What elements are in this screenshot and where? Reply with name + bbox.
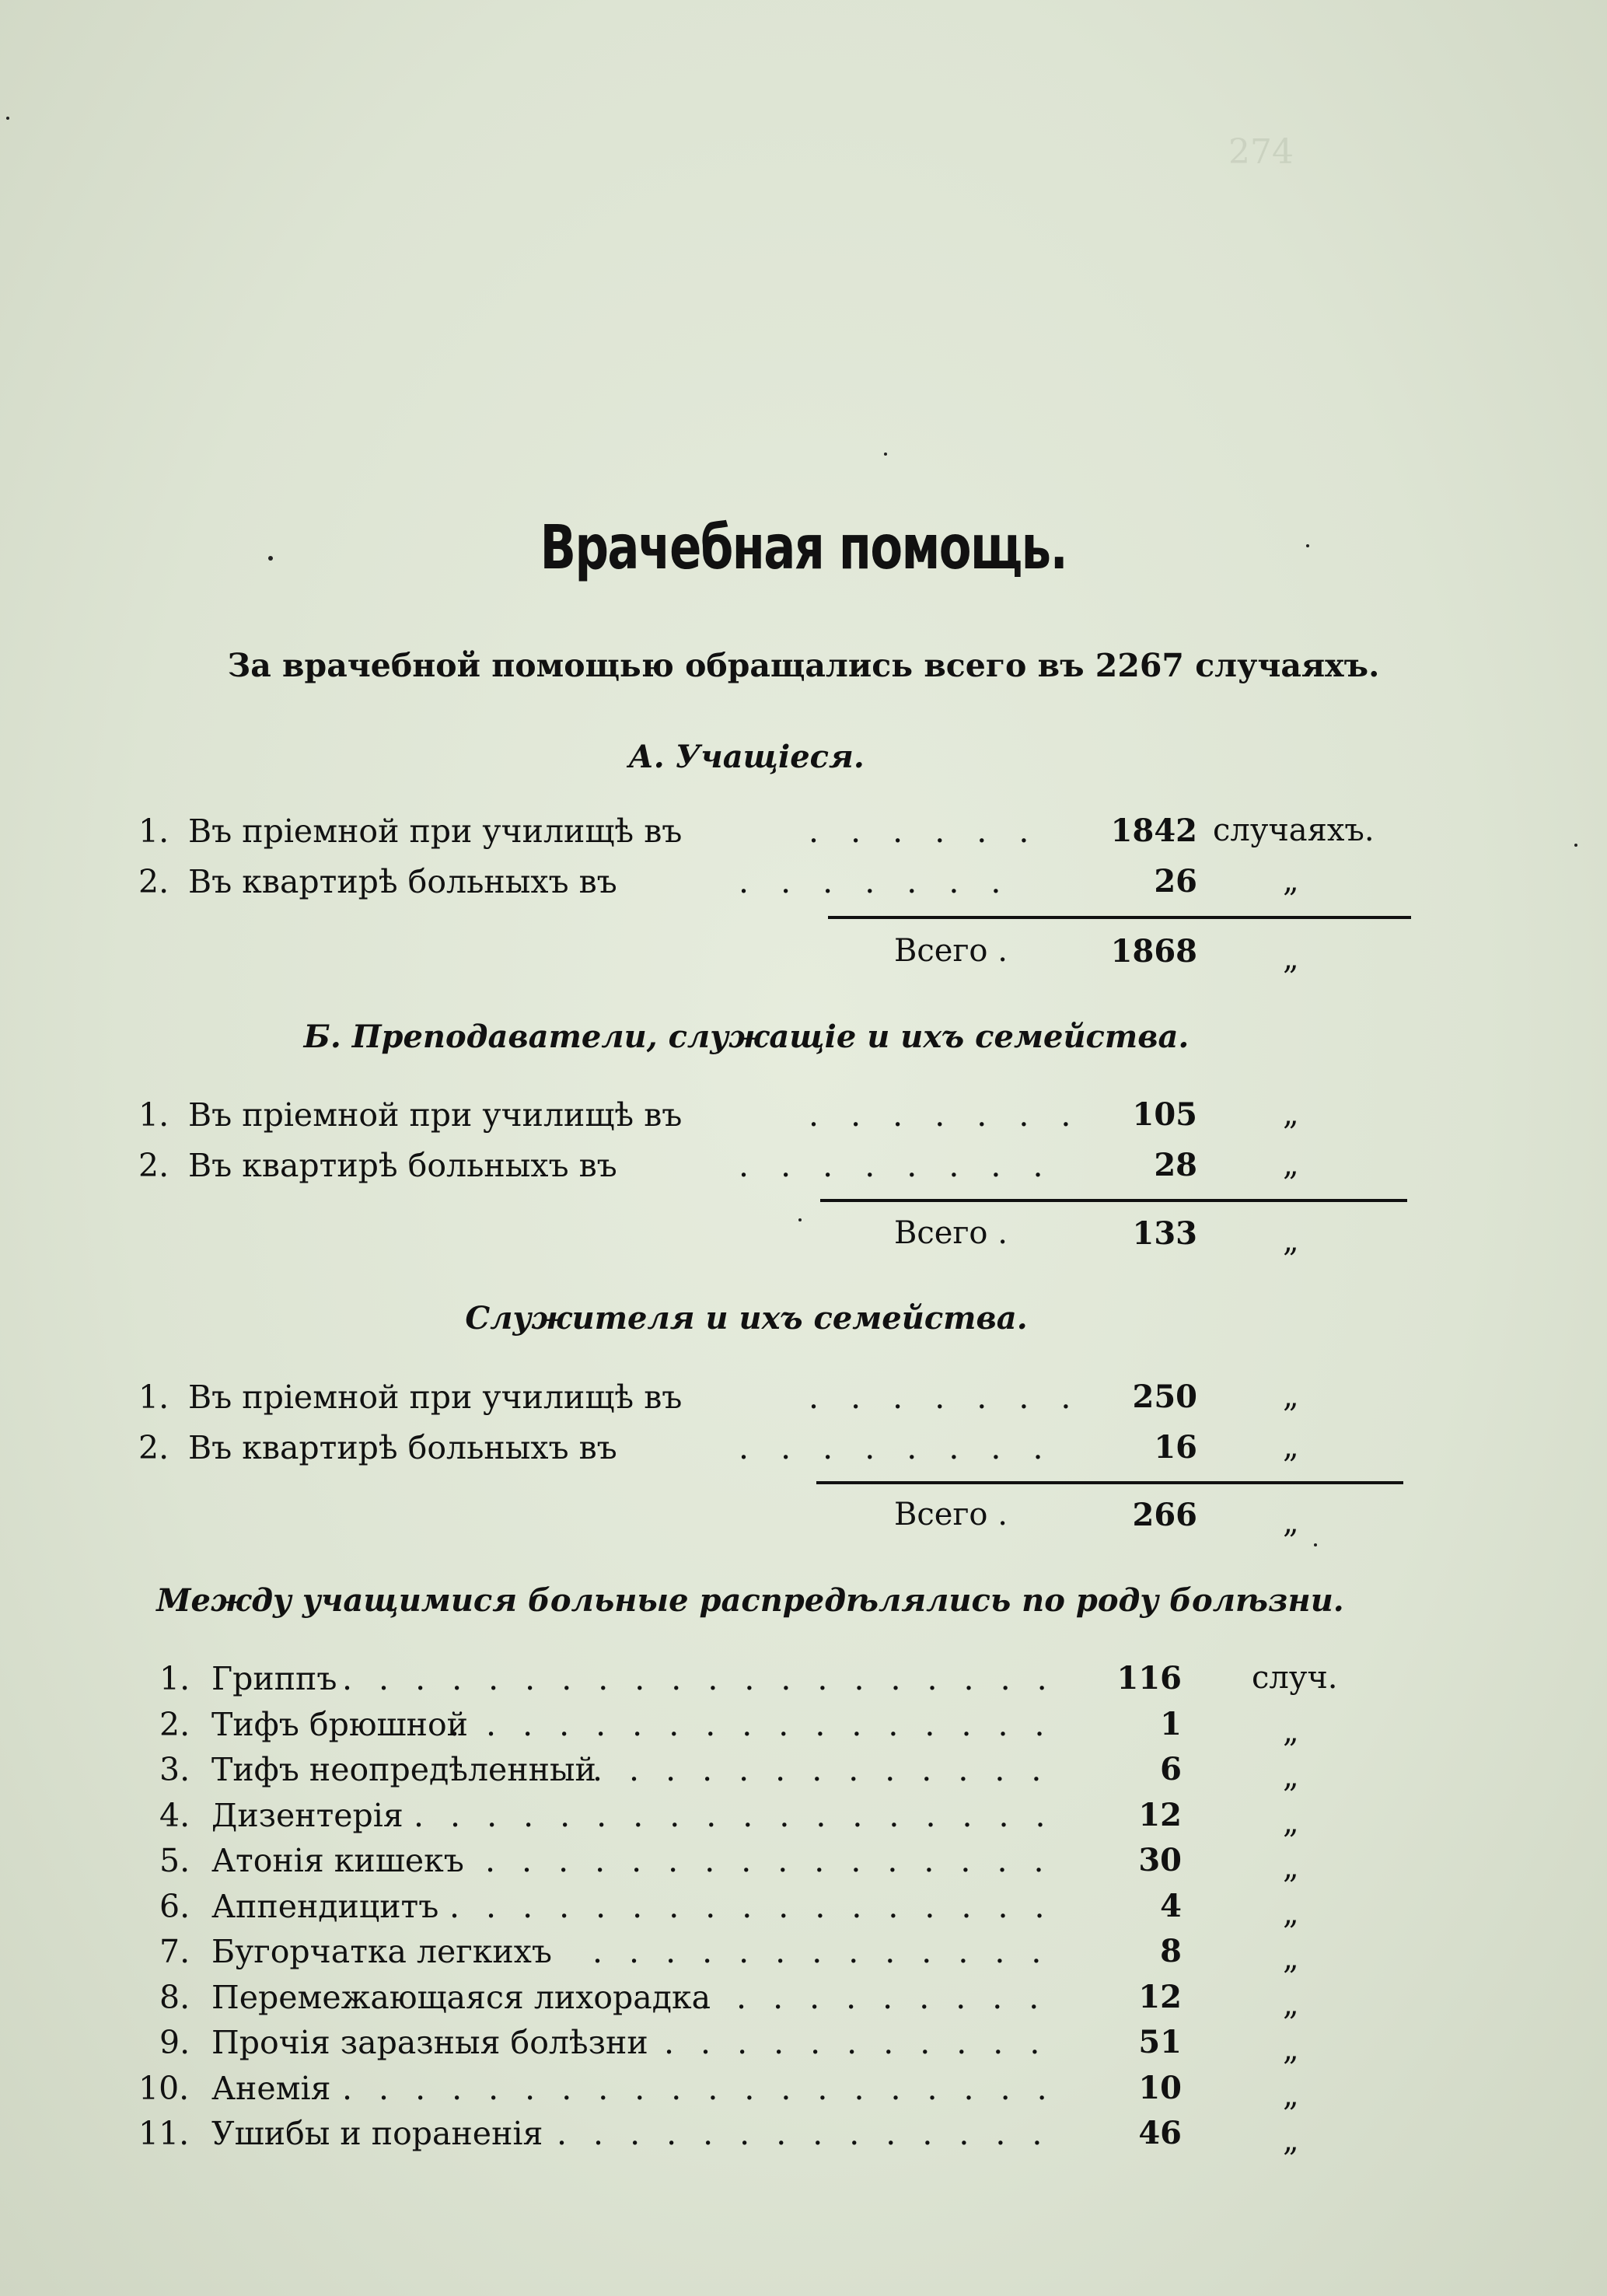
disease-unit: „ [1283,2077,1299,2113]
disease-leader-dots: ................. [449,1705,1071,1743]
disease-value: 12 [1138,1978,1182,2015]
disease-label: Гриппъ [211,1660,337,1697]
disease-number: 3. [159,1751,190,1788]
speck [1314,1543,1317,1546]
disease-unit: „ [1283,1759,1299,1795]
total-rule [820,1199,1407,1202]
disease-number: 8. [159,1978,190,2016]
disease-label: Прочія заразныя болѣзни [211,2024,648,2061]
row-value: 250 [1132,1379,1197,1415]
disease-label: Дизентерія [211,1796,403,1834]
disease-number: 6. [159,1887,190,1925]
speck [884,453,887,456]
disease-heading: Между учащимися больные распредѣлялись по роду болѣзни. [156,1582,1344,1619]
disease-leader-dots: ................. [449,1887,1071,1925]
disease-number: 11. [138,2115,190,2152]
row-value: 105 [1132,1096,1197,1133]
disease-value: 116 [1116,1660,1182,1697]
disease-number: 1. [159,1660,190,1697]
disease-number: 10. [138,2069,190,2107]
row-label: Въ пріемной при училищѣ въ [188,1096,683,1134]
intro-text: За врачебной помощью обращались всего въ 2267 случаяхъ. [227,647,1380,684]
row-number: 1. [138,1096,169,1134]
disease-leader-dots: .................... [342,1660,1074,1697]
total-value: 133 [1132,1215,1197,1252]
row-leader-dots: . . . . . . . [739,863,1012,900]
disease-value: 4 [1160,1887,1182,1924]
bleed-through-text: 274 [1228,132,1294,172]
disease-value: 51 [1138,2024,1182,2060]
row-label: Въ пріемной при училищѣ въ [188,1379,683,1416]
section-heading: А. Учащіеся. [628,739,865,775]
row-unit: „ [1283,863,1299,899]
disease-value: 12 [1138,1796,1182,1833]
row-number: 2. [138,863,169,900]
row-unit: „ [1283,1096,1299,1132]
disease-label: Атонія кишекъ [211,1842,464,1879]
speck [6,117,9,120]
row-label: Въ квартирѣ больныхъ въ [188,863,617,900]
total-label: Всего . [894,1497,1008,1532]
disease-number: 9. [159,2024,190,2061]
disease-value: 46 [1138,2115,1182,2151]
row-number: 2. [138,1429,169,1466]
row-value: 1842 [1110,813,1197,849]
total-rule [828,916,1411,919]
total-label: Всего . [894,1215,1008,1251]
row-label: Въ квартирѣ больныхъ въ [188,1429,617,1466]
disease-label: Ушибы и пораненія [211,2115,543,2152]
speck [1306,544,1309,547]
section-heading: Служителя и ихъ семейства. [465,1300,1028,1337]
total-unit: „ [1283,941,1299,977]
row-leader-dots: . . . . . . . . [739,1147,1054,1184]
row-unit: случаяхъ. [1213,813,1375,848]
disease-label: Тифъ брюшной [211,1705,468,1743]
disease-unit: „ [1283,1850,1299,1885]
disease-unit: случ. [1252,1660,1338,1696]
disease-label: Аппендицитъ [211,1887,439,1925]
speck [1574,844,1577,847]
total-label: Всего . [894,933,1008,969]
row-unit: „ [1283,1379,1299,1414]
total-unit: „ [1283,1223,1299,1259]
row-leader-dots: . . . . . . . [809,1379,1082,1416]
total-unit: „ [1283,1504,1299,1540]
disease-value: 30 [1138,1842,1182,1878]
row-unit: „ [1283,1429,1299,1465]
disease-value: 6 [1160,1751,1182,1788]
disease-leader-dots: .................... [342,2069,1074,2107]
disease-leader-dots: .............. [557,2115,1069,2152]
disease-leader-dots: ................ [485,1842,1071,1879]
total-rule [816,1481,1403,1484]
disease-label: Перемежающаяся лихорадка [211,1978,711,2016]
row-value: 28 [1154,1147,1197,1183]
disease-value: 10 [1138,2069,1182,2106]
row-leader-dots: . . . . . . . [809,1096,1082,1134]
disease-unit: „ [1283,2123,1299,2158]
row-number: 1. [138,1379,169,1416]
disease-value: 8 [1160,1933,1182,1969]
disease-label: Тифъ неопредѣленный [211,1751,596,1788]
disease-leader-dots: .................. [414,1796,1072,1834]
row-value: 16 [1154,1429,1197,1466]
disease-number: 5. [159,1842,190,1879]
speck [798,1218,802,1221]
disease-label: Анемія [211,2069,331,2107]
disease-leader-dots: ............. [592,1933,1068,1970]
disease-value: 1 [1160,1705,1182,1742]
disease-number: 7. [159,1933,190,1970]
disease-leader-dots: ............. [592,1751,1068,1788]
row-number: 1. [138,813,169,850]
row-number: 2. [138,1147,169,1184]
row-leader-dots: . . . . . . . . [739,1429,1054,1466]
disease-leader-dots: .......... [700,1978,1066,2016]
row-label: Въ квартирѣ больныхъ въ [188,1147,617,1184]
row-leader-dots: . . . . . . [809,813,1040,850]
page-title: Врачебная помощь. [540,513,1067,583]
disease-unit: „ [1283,1713,1299,1749]
disease-leader-dots: ........... [664,2024,1067,2061]
row-label: Въ пріемной при училищѣ въ [188,813,683,850]
disease-label: Бугорчатка легкихъ [211,1933,552,1970]
total-value: 266 [1132,1497,1197,1533]
section-heading: Б. Преподаватели, служащіе и ихъ семейства. [303,1019,1190,1055]
disease-unit: „ [1283,1941,1299,1976]
disease-number: 2. [159,1705,190,1743]
disease-unit: „ [1283,1804,1299,1840]
disease-unit: „ [1283,1986,1299,2022]
disease-unit: „ [1283,2032,1299,2067]
disease-unit: „ [1283,1895,1299,1931]
disease-number: 4. [159,1796,190,1834]
row-unit: „ [1283,1147,1299,1183]
row-value: 26 [1154,863,1197,900]
speck [268,556,273,561]
total-value: 1868 [1110,933,1197,970]
